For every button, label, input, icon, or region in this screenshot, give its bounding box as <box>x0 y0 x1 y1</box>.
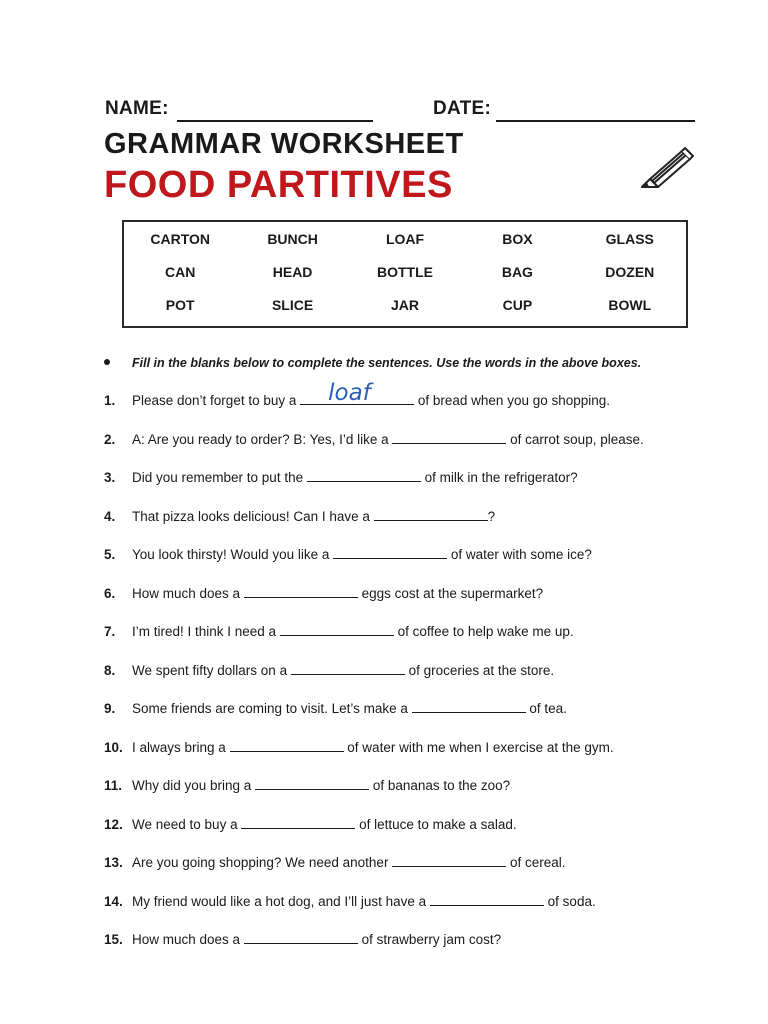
word-bank-item: BAG <box>501 264 533 280</box>
question-number: 14. <box>104 893 123 909</box>
worksheet-title: GRAMMAR WORKSHEET <box>104 128 464 160</box>
question-number: 1. <box>104 393 116 408</box>
word-bank-item: JAR <box>390 297 419 313</box>
answer-blank[interactable] <box>333 544 447 559</box>
question-row <box>104 891 724 911</box>
question-text-before: My friend would like a hot dog, and I’ll just have a <box>132 893 430 909</box>
question-text-before: We spent fifty dollars on a <box>132 662 291 678</box>
question-row <box>104 467 724 487</box>
question-text-before: I always bring a <box>132 739 230 755</box>
answer-blank[interactable] <box>291 660 405 675</box>
name-label: NAME: <box>105 98 169 119</box>
question-text-after: of strawberry jam cost? <box>357 932 502 947</box>
question-text-after: of lettuce to make a salad. <box>355 816 517 832</box>
question-number: 4. <box>104 508 116 524</box>
question-text-before: How much does a <box>132 585 244 601</box>
question-text-after: of milk in the refrigerator? <box>420 470 578 485</box>
question-text-before: Why did you bring a <box>132 778 256 793</box>
answer-blank[interactable] <box>412 698 526 713</box>
question-number: 11. <box>104 778 123 793</box>
question-row <box>104 775 724 795</box>
answer-blank[interactable] <box>241 814 355 829</box>
word-bank-item: BOWL <box>608 297 652 313</box>
handwritten-answer: loaf <box>328 380 371 406</box>
answer-blank[interactable] <box>430 891 544 906</box>
word-bank-item: CUP <box>502 297 533 313</box>
question-text-after: of water with me when I exercise at the gym. <box>343 739 614 755</box>
answer-blank[interactable] <box>392 429 506 444</box>
word-bank-item: BUNCH <box>267 231 318 247</box>
question-text-after: eggs cost at the supermarket? <box>357 585 544 601</box>
answer-blank[interactable] <box>300 380 414 406</box>
question-number: 6. <box>104 585 116 601</box>
question-row <box>104 380 724 410</box>
question-row <box>104 698 724 718</box>
word-bank-item: POT <box>165 297 195 313</box>
question-number: 5. <box>104 547 116 562</box>
question-text-after: of coffee to help wake me up. <box>393 624 574 639</box>
answer-blank[interactable] <box>255 775 369 790</box>
question-text-before: I’m tired! I think I need a <box>132 624 280 639</box>
word-bank-item: SLICE <box>271 297 314 313</box>
question-row <box>104 544 724 564</box>
question-text-after: of cereal. <box>506 855 566 870</box>
word-bank-item: CARTON <box>150 231 211 247</box>
question-number: 8. <box>104 662 116 678</box>
question-number: 12. <box>104 816 123 832</box>
question-text-before: How much does a <box>132 932 244 947</box>
question-text-after: of tea. <box>525 701 567 716</box>
question-row <box>104 737 724 757</box>
instructions-text: Fill in the blanks below to complete the sentences. Use the words in the above boxes. <box>132 356 642 370</box>
worksheet-subtitle: FOOD PARTITIVES <box>104 164 453 206</box>
question-text-after: of bananas to the zoo? <box>369 778 511 793</box>
word-bank-item: BOTTLE <box>376 264 433 280</box>
question-text-after: of bread when you go shopping. <box>414 393 611 408</box>
question-text-after: of soda. <box>543 893 596 909</box>
question-text-before: A: Are you ready to order? B: Yes, I’d like a <box>132 431 393 447</box>
question-text-before: You look thirsty! Would you like a <box>132 547 334 562</box>
answer-blank[interactable] <box>244 583 358 598</box>
question-text-before: Please don’t forget to buy a <box>132 393 301 408</box>
question-number: 15. <box>104 932 123 947</box>
question-number: 10. <box>104 739 123 755</box>
date-label: DATE: <box>433 98 492 119</box>
question-number: 3. <box>104 470 116 485</box>
question-text-before: Some friends are coming to visit. Let’s make a <box>132 701 412 716</box>
question-number: 9. <box>104 701 116 716</box>
question-text-before: Are you going shopping? We need another <box>132 855 393 870</box>
word-bank-item: CAN <box>165 264 196 280</box>
question-number: 7. <box>104 624 116 639</box>
answer-blank[interactable] <box>230 737 344 752</box>
answer-blank[interactable] <box>280 621 394 636</box>
question-number: 2. <box>104 431 116 447</box>
question-row <box>104 429 724 449</box>
question-row <box>104 506 724 526</box>
word-bank-item: BOX <box>502 231 533 247</box>
question-row <box>104 621 724 641</box>
question-text-after: of groceries at the store. <box>404 662 555 678</box>
word-bank-item: GLASS <box>605 231 654 247</box>
question-text-after: ? <box>487 508 496 524</box>
question-row <box>104 814 724 834</box>
question-text-after: of water with some ice? <box>447 547 592 562</box>
word-bank-item: HEAD <box>272 264 313 280</box>
question-text-before: That pizza looks delicious! Can I have a <box>132 508 374 524</box>
question-row <box>104 929 724 949</box>
question-text-after: of carrot soup, please. <box>506 431 644 447</box>
question-text-before: Did you remember to put the <box>132 470 307 485</box>
question-text-before: We need to buy a <box>132 816 242 832</box>
answer-blank[interactable] <box>392 852 506 867</box>
question-row <box>104 583 724 603</box>
answer-blank[interactable] <box>374 506 488 521</box>
question-number: 13. <box>104 855 123 870</box>
word-bank-item: DOZEN <box>605 264 655 280</box>
answer-blank[interactable] <box>307 467 421 482</box>
question-row <box>104 660 724 680</box>
answer-blank[interactable] <box>244 929 358 944</box>
question-row <box>104 852 724 872</box>
word-bank-item: LOAF <box>385 231 425 247</box>
